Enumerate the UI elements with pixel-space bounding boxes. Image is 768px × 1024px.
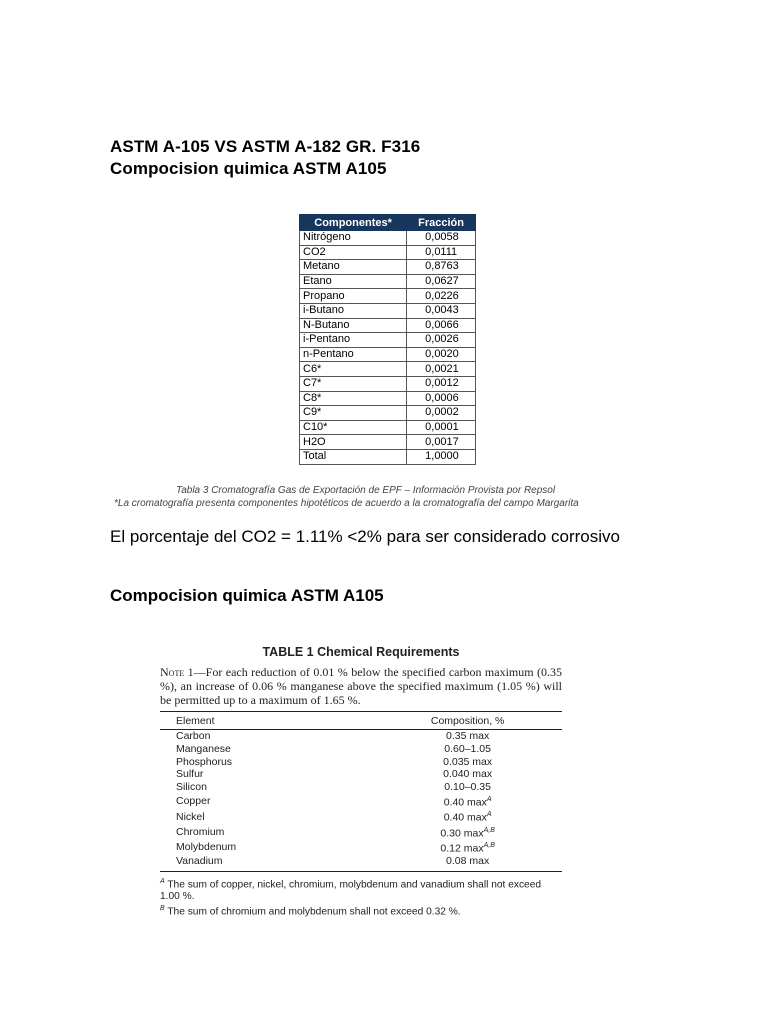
table-caption <box>114 484 674 510</box>
footnote-a <box>160 876 562 903</box>
table-row <box>160 794 562 809</box>
table-row <box>300 420 476 435</box>
component-fraction: 0,0058 <box>407 231 476 246</box>
table-row <box>300 318 476 333</box>
heading-line-2: Compocision quimica ASTM A105 <box>110 159 387 178</box>
component-name: Metano <box>300 260 407 275</box>
element-name: Molybdenum <box>176 841 237 854</box>
table-row <box>160 730 562 743</box>
astm-body <box>160 730 562 872</box>
footnote-a-text: The sum of copper, nickel, chromium, molybdenum and vanadium shall not exceed 1.00 %. <box>160 879 542 903</box>
component-fraction: 0,8763 <box>407 260 476 275</box>
table-row <box>160 809 562 824</box>
element-composition <box>293 809 562 824</box>
component-name: C8* <box>300 391 407 406</box>
col-composition: Composition, % <box>293 712 562 730</box>
component-fraction: 0,0026 <box>407 333 476 348</box>
chromatography-header-row <box>300 215 476 231</box>
component-fraction: 0,0020 <box>407 347 476 362</box>
caption-line-1: Tabla 3 Cromatografía Gas de Exportación de EPF – Información Provista por Repsol <box>176 485 556 496</box>
element-composition <box>293 781 562 794</box>
component-name: Propano <box>300 289 407 304</box>
chromatography-table <box>299 214 476 465</box>
footnote-b <box>160 903 562 918</box>
table-row <box>300 435 476 450</box>
table-row <box>160 840 562 855</box>
component-fraction: 0,0012 <box>407 376 476 391</box>
note-text: —For each reduction of 0.01 % below the specified carbon maximum (0.35 %), an increase of 0.06 % manganese above the specified maximum (1.05 %) will be permitted up to a maximum of 1.65 %. <box>160 665 563 707</box>
element-composition <box>293 825 562 840</box>
component-fraction: 0,0017 <box>407 435 476 450</box>
composition-footnote-mark: A,B <box>483 826 495 834</box>
table-row <box>300 289 476 304</box>
composition-footnote-mark: A <box>486 795 492 803</box>
document-heading <box>110 136 420 180</box>
component-name: C9* <box>300 406 407 421</box>
component-fraction: 0,0006 <box>407 391 476 406</box>
element-composition <box>293 756 562 769</box>
table-row <box>300 347 476 362</box>
element-composition <box>293 730 562 743</box>
component-fraction: 0,0002 <box>407 406 476 421</box>
table-row <box>160 743 562 756</box>
component-name: Etano <box>300 274 407 289</box>
co2-paragraph: El porcentaje del CO2 = 1.11% <2% para ser considerado corrosivo <box>110 527 620 546</box>
table-row <box>160 781 562 794</box>
component-name: Nitrógeno <box>300 231 407 246</box>
element-name: Copper <box>176 795 211 808</box>
component-fraction: 0,0111 <box>407 245 476 260</box>
astm-chemical-requirements <box>160 645 562 919</box>
composition-value: 0.35 max <box>446 730 490 742</box>
table-row <box>300 245 476 260</box>
component-fraction: 0,0001 <box>407 420 476 435</box>
astm-table <box>160 711 562 872</box>
component-fraction: 0,0021 <box>407 362 476 377</box>
note-label: Note 1 <box>160 665 194 679</box>
composition-value: 0.40 max <box>443 796 487 809</box>
element-name: Sulfur <box>176 768 204 781</box>
component-fraction: 0,0066 <box>407 318 476 333</box>
col-element: Element <box>160 712 293 730</box>
table-row <box>300 376 476 391</box>
element-name: Phosphorus <box>176 755 233 768</box>
table-row <box>300 303 476 318</box>
component-name: C10* <box>300 420 407 435</box>
table-row <box>300 274 476 289</box>
footnote-a-mark: A <box>160 877 165 885</box>
component-name: C7* <box>300 376 407 391</box>
section-heading: Compocision quimica ASTM A105 <box>110 586 384 605</box>
table-row <box>300 231 476 246</box>
element-composition <box>293 743 562 756</box>
composition-value: 0.10–0.35 <box>444 781 491 794</box>
element-name: Silicon <box>176 781 207 794</box>
component-name: C6* <box>300 362 407 377</box>
component-fraction: 1,0000 <box>407 449 476 464</box>
table-row <box>160 756 562 769</box>
astm-note <box>160 665 562 707</box>
table-row <box>160 855 562 871</box>
element-composition <box>293 794 562 809</box>
table-row <box>300 449 476 464</box>
footnote-b-mark: B <box>160 905 165 913</box>
composition-value: 0.040 max <box>443 768 493 781</box>
component-name: i-Pentano <box>300 333 407 348</box>
composition-value: 0.12 max <box>440 842 484 855</box>
table-row <box>300 260 476 275</box>
astm-table-title: TABLE 1 Chemical Requirements <box>262 645 460 659</box>
caption-line-2: *La cromatografía presenta componentes hipotéticos de acuerdo a la cromatografía del campo Margarita <box>114 498 579 509</box>
element-name: Manganese <box>176 742 231 755</box>
col-componentes: Componentes* <box>300 215 407 231</box>
component-fraction: 0,0043 <box>407 303 476 318</box>
element-composition <box>293 768 562 781</box>
element-name: Carbon <box>176 730 211 742</box>
component-fraction: 0,0627 <box>407 274 476 289</box>
astm-header-row <box>160 712 562 730</box>
element-composition <box>293 855 562 871</box>
table-row <box>300 333 476 348</box>
table-row <box>160 825 562 840</box>
component-name: Total <box>300 449 407 464</box>
table-row <box>160 768 562 781</box>
component-name: i-Butano <box>300 303 407 318</box>
element-composition <box>293 840 562 855</box>
composition-footnote-mark: A,B <box>483 841 495 849</box>
composition-value: 0.035 max <box>443 755 493 768</box>
element-name: Chromium <box>176 825 225 838</box>
astm-footnotes <box>160 876 562 919</box>
element-name: Nickel <box>176 810 205 823</box>
composition-value: 0.08 max <box>446 855 490 868</box>
composition-value: 0.60–1.05 <box>444 742 491 755</box>
component-name: N-Butano <box>300 318 407 333</box>
component-name: CO2 <box>300 245 407 260</box>
component-name: H2O <box>300 435 407 450</box>
footnote-b-text: The sum of chromium and molybdenum shall not exceed 0.32 %. <box>164 906 461 918</box>
table-row <box>300 362 476 377</box>
chromatography-body <box>300 231 476 465</box>
component-name: n-Pentano <box>300 347 407 362</box>
col-fraccion: Fracción <box>407 215 476 231</box>
table-row <box>300 391 476 406</box>
heading-line-1: ASTM A-105 VS ASTM A-182 GR. F316 <box>110 137 421 156</box>
composition-value: 0.40 max <box>443 811 487 824</box>
composition-footnote-mark: A <box>486 811 492 819</box>
component-fraction: 0,0226 <box>407 289 476 304</box>
table-row <box>300 406 476 421</box>
element-name: Vanadium <box>160 855 293 871</box>
composition-value: 0.30 max <box>440 827 484 840</box>
